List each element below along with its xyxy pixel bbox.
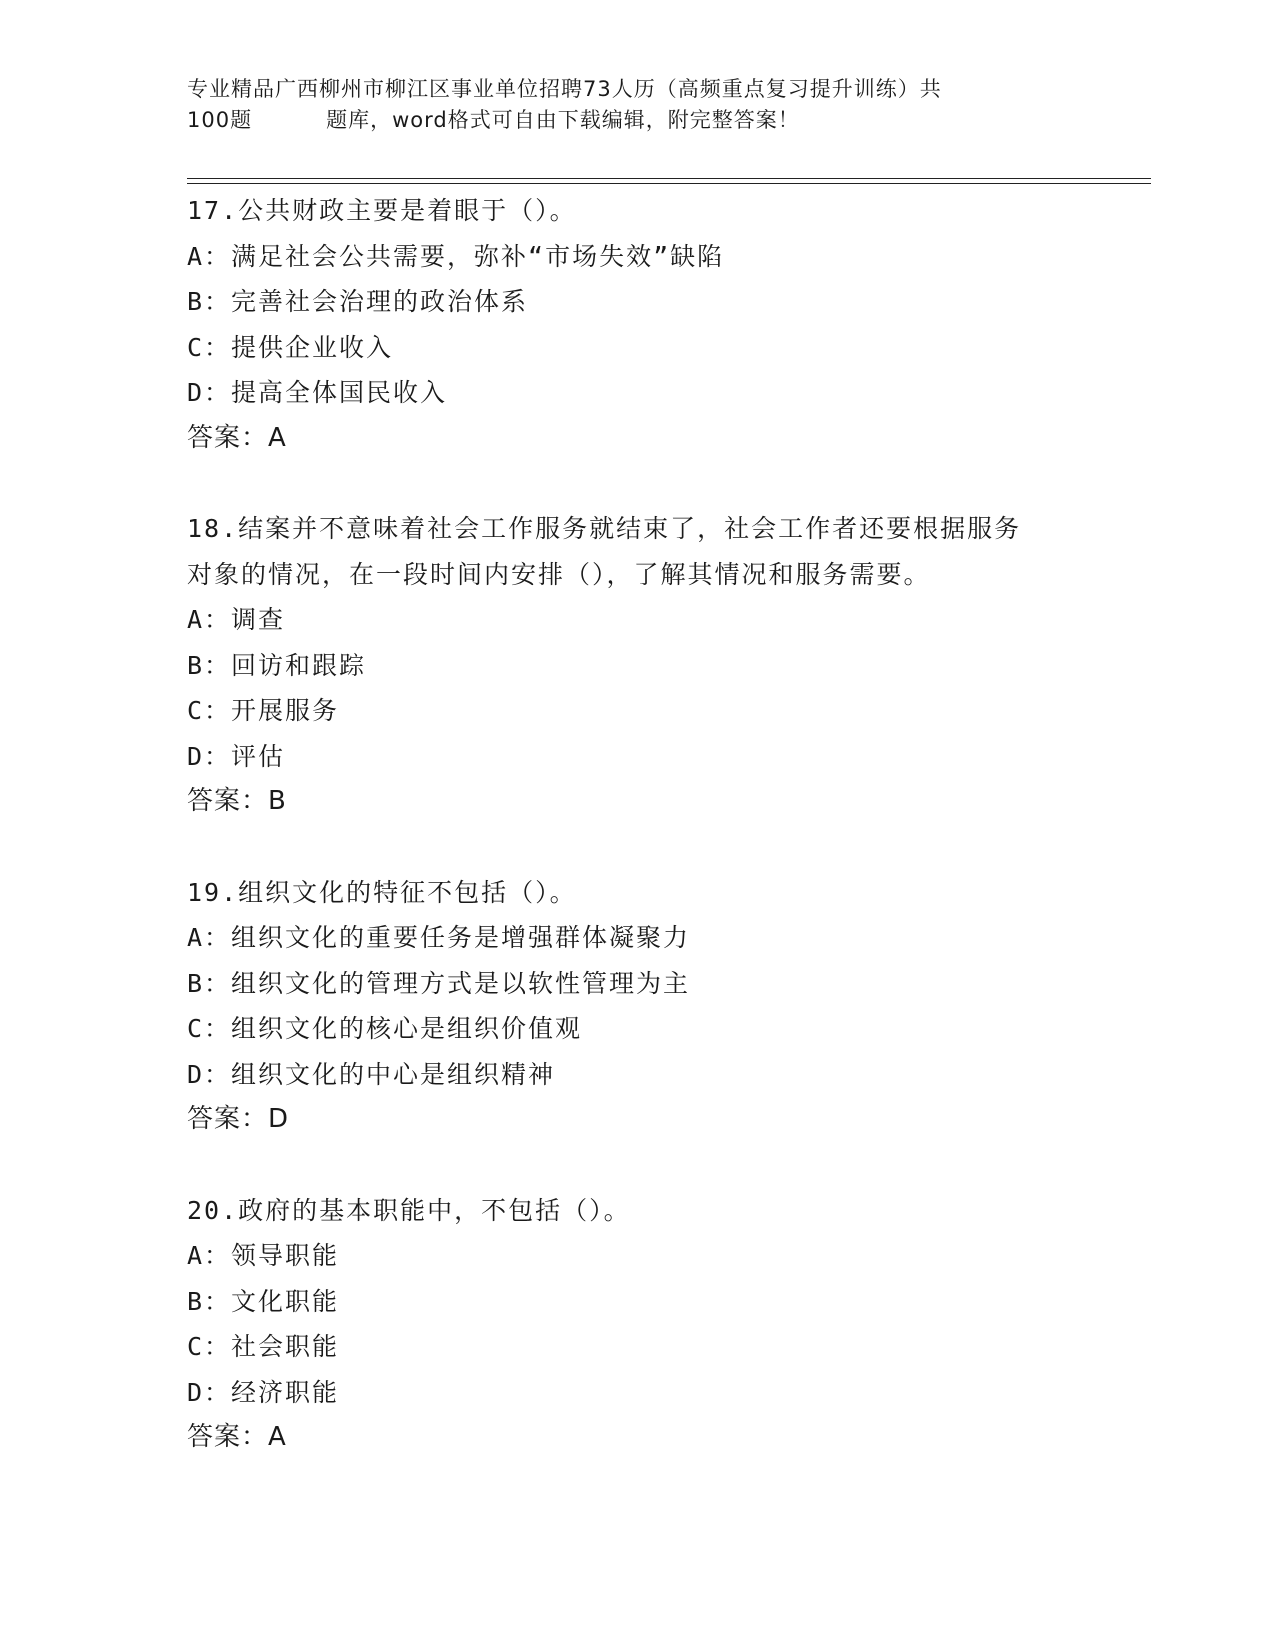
question-list xyxy=(187,188,1087,1506)
question-18 xyxy=(187,506,1087,825)
option-b: B：组织文化的管理方式是以软性管理为主 xyxy=(187,968,691,998)
option-c: C：开展服务 xyxy=(187,696,340,725)
question-stem-continued: 对象的情况，在一段时间内安排（），了解其情况和服务需要。 xyxy=(187,559,931,589)
question-17 xyxy=(187,188,1087,461)
document-header xyxy=(187,74,1067,136)
answer-label: 答案：A xyxy=(187,1422,287,1452)
option-a: A：调查 xyxy=(187,605,286,634)
option-a: A：组织文化的重要任务是增强群体凝聚力 xyxy=(187,923,691,952)
question-stem: 20.政府的基本职能中，不包括（）。 xyxy=(187,1195,631,1225)
question-stem: 19.组织文化的特征不包括（）。 xyxy=(187,877,577,907)
answer-label: 答案：D xyxy=(187,1104,290,1134)
option-c: C：社会职能 xyxy=(187,1332,340,1361)
header-question-count: 100题 xyxy=(187,108,253,132)
question-20 xyxy=(187,1188,1087,1461)
question-19 xyxy=(187,870,1087,1143)
answer-label: 答案：B xyxy=(187,786,287,816)
option-d: D：提高全体国民收入 xyxy=(187,378,448,407)
question-stem: 18.结案并不意味着社会工作服务就结束了，社会工作者还要根据服务 xyxy=(187,514,1022,543)
header-line-1: 专业精品广西柳州市柳江区事业单位招聘73人历（高频重点复习提升训练）共 xyxy=(187,77,942,101)
answer-label: 答案：A xyxy=(187,422,287,453)
option-a: A：满足社会公共需要，弥补“市场失效”缺陷 xyxy=(187,241,725,271)
option-d: D：评估 xyxy=(187,741,286,771)
option-d: D：组织文化的中心是组织精神 xyxy=(187,1059,556,1089)
option-c: C：组织文化的核心是组织价值观 xyxy=(187,1014,583,1043)
header-divider-top xyxy=(187,178,1151,179)
option-b: B：文化职能 xyxy=(187,1286,340,1316)
question-stem: 17.公共财政主要是着眼于（）。 xyxy=(187,196,577,225)
option-b: B：完善社会治理的政治体系 xyxy=(187,287,529,316)
option-a: A：领导职能 xyxy=(187,1241,340,1270)
option-d: D：经济职能 xyxy=(187,1377,340,1407)
header-line-2 xyxy=(187,105,1067,136)
header-divider-bottom xyxy=(187,183,1151,184)
option-c: C：提供企业收入 xyxy=(187,332,394,362)
header-description: 题库，word格式可自由下载编辑，附完整答案！ xyxy=(326,108,800,132)
option-b: B：回访和跟踪 xyxy=(187,650,367,680)
